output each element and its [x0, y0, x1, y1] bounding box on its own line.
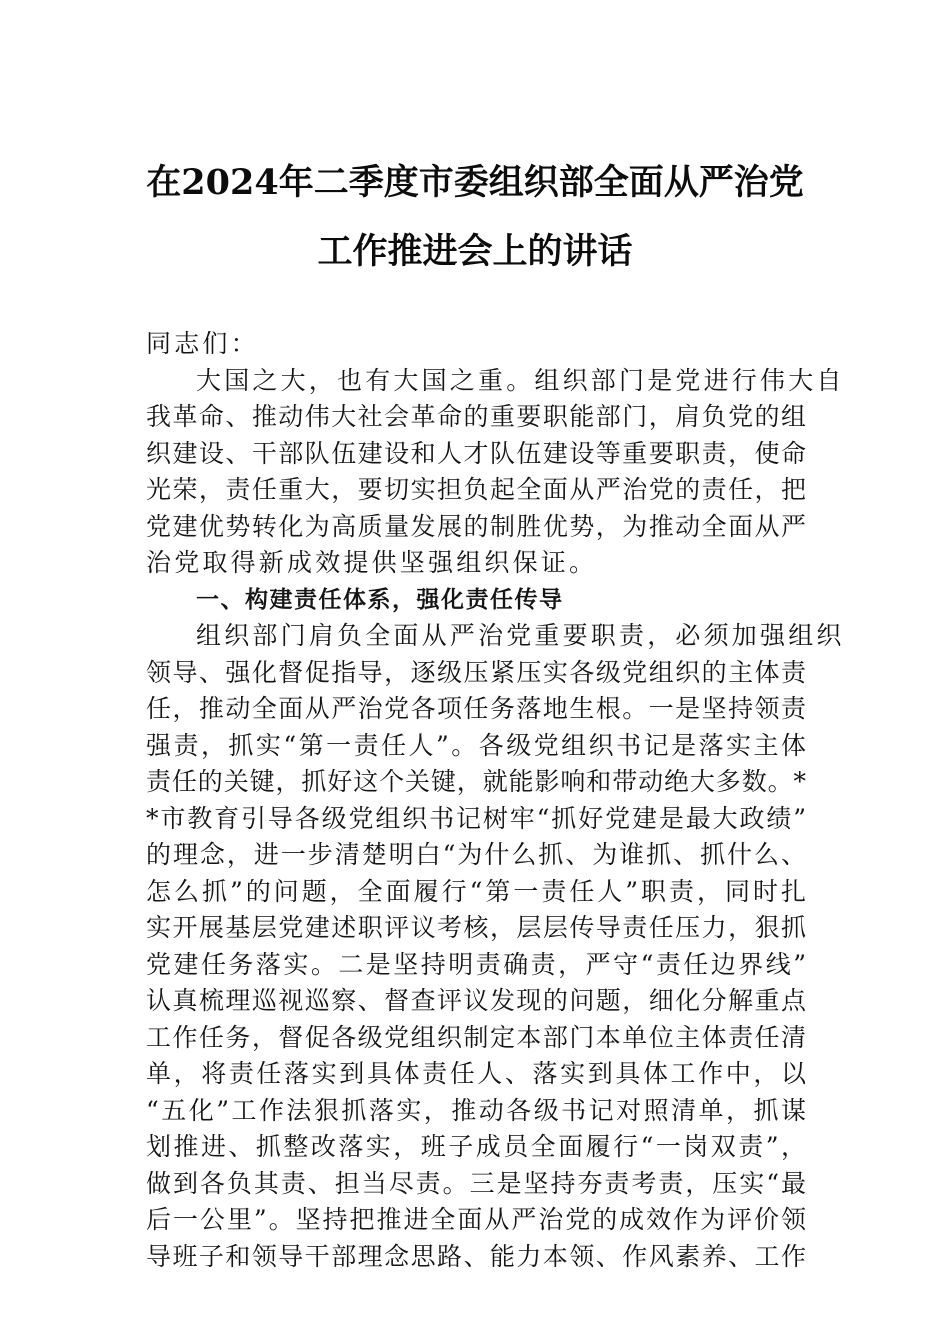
paragraph-line: 治党取得新成效提供坚强组织保证。: [146, 548, 598, 577]
document-body: [146, 326, 845, 1275]
paragraph-line: 党建优势转化为高质量发展的制胜优势，为推动全面从严: [146, 511, 806, 541]
paragraph-line: 认真梳理巡视巡察、督查评议发现的问题，细化分解重点: [146, 986, 806, 1015]
paragraph-line: 强责，抓实“第一责任人”。各级党组织书记是落实主体: [146, 730, 806, 760]
paragraph-line: 织建设、干部队伍建设和人才队伍建设等重要职责，使命: [146, 438, 806, 468]
paragraph-line: 工作任务，督促各级党组织制定本部门本单位主体责任清: [146, 1022, 806, 1052]
greeting: 同志们：: [146, 329, 259, 358]
paragraph-line: 我革命、推动伟大社会革命的重要职能部门，肩负党的组: [146, 402, 806, 431]
paragraph-line: 领导、强化督促指导，逐级压紧压实各级党组织的主体责: [146, 657, 806, 687]
paragraph-line: 做到各负其责、担当尽责。三是坚持夯责考责，压实“最: [146, 1168, 806, 1198]
paragraph-line: 实开展基层党建述职评议考核，层层传导责任压力，狠抓: [146, 913, 806, 942]
paragraph-line: 后一公里”。坚持把推进全面从严治党的成效作为评价领: [146, 1205, 806, 1234]
paragraph-line: 组织部门肩负全面从严治党重要职责，必须加强组织: [196, 621, 845, 650]
paragraph-line: 单，将责任落实到具体责任人、落实到具体工作中，以: [146, 1059, 806, 1088]
document-title-line-1: 在2024年二季度市委组织部全面从严治党: [146, 162, 804, 203]
section-heading: 一、构建责任体系，强化责任传导: [196, 586, 564, 613]
paragraph-line: 导班子和领导干部理念思路、能力本领、作风素养、工作: [146, 1241, 806, 1271]
paragraph-line: 党建任务落实。二是坚持明责确责，严守“责任边界线”: [146, 949, 806, 979]
paragraph-line: 怎么抓”的问题，全面履行“第一责任人”职责，同时扎: [146, 876, 806, 906]
paragraph-line: 光荣，责任重大，要切实担负起全面从严治党的责任，把: [146, 475, 806, 504]
paragraph-line: *市教育引导各级党组织书记树牢“抓好党建是最大政绩”: [146, 803, 806, 833]
paragraph-line: 大国之大，也有大国之重。组织部门是党进行伟大自: [196, 365, 845, 395]
paragraph-line: 责任的关键，抓好这个关键，就能影响和带动绝大多数。*: [146, 767, 806, 796]
document-title-line-2: 工作推进会上的讲话: [317, 231, 633, 272]
paragraph-line: 任，推动全面从严治党各项任务落地生根。一是坚持领责: [146, 694, 806, 723]
paragraph-line: 划推进、抓整改落实，班子成员全面履行“一岗双责”，: [146, 1132, 806, 1161]
paragraph-line: “五化”工作法狠抓落实，推动各级书记对照清单，抓谋: [146, 1095, 806, 1125]
paragraph-line: 的理念，进一步清楚明白“为什么抓、为谁抓、抓什么、: [146, 840, 806, 869]
